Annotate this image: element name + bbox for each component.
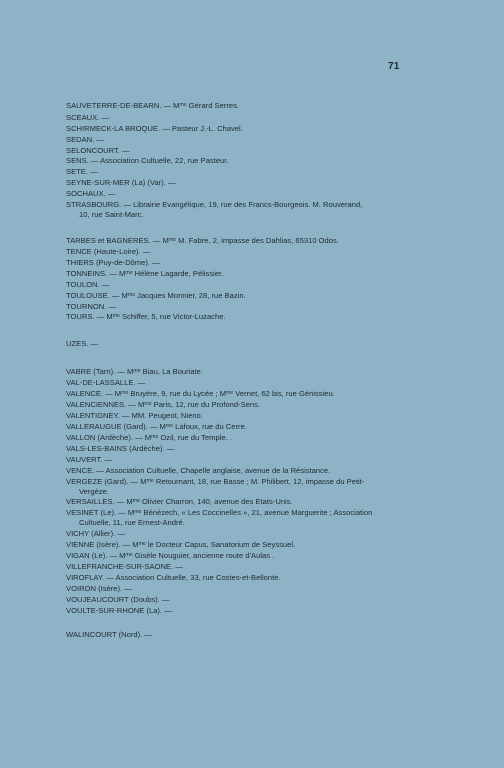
list-item: SEYNE-SUR-MER (La) (Var). — — [66, 178, 176, 187]
list-item: VAUVERT. — — [66, 455, 113, 464]
list-item: SELONCOURT. — — [66, 146, 130, 155]
list-item: THIERS (Puy-de-Dôme). — — [66, 258, 160, 267]
list-item: VALENCIENNES. — Mᵐᵉ Paris, 12, rue du Profond-Sens. — [66, 400, 260, 409]
list-item: SCHIRMECK-LA BROQUE. — Pasteur J.-L. Chavel. — [66, 124, 243, 133]
list-item: TOULON. — — [66, 280, 110, 289]
list-item: VICHY (Allier). — — [66, 529, 125, 538]
list-item: VALS-LES-BAINS (Ardèche). — — [66, 444, 175, 453]
list-item: SCEAUX. — — [66, 113, 110, 122]
list-item: VIGAN (Le). — Mᵐᵉ Gisèle Nouguier, ancienne route d'Aulas . — [66, 551, 275, 560]
list-item: VOULTE-SUR-RHONE (La). — — [66, 606, 172, 615]
list-item: VALENTIGNEY. — MM. Peugeot, Nieno. — [66, 411, 203, 420]
list-item: VOIRON (Isère). — — [66, 584, 132, 593]
list-item: TOURNON. — — [66, 302, 117, 311]
list-item: VALLERAUGUE (Gard). — Mᵐᵉ Lafoux, rue du Cerre. — [66, 422, 247, 431]
list-item: SEDAN. — — [66, 135, 104, 144]
list-item: VALENCE. — Mᵐᵉ Bruyère, 9, rue du Lycée ; Mᵐᵉ Vernet, 62 bis, rue Génissieu. — [66, 389, 335, 398]
list-item: VALLON (Ardèche). — Mᵐᵉ Ozil, rue du Temple. . — [66, 433, 232, 442]
list-item-continuation: Vergèze. — [79, 487, 109, 496]
list-item: STRASBOURG. — Librairie Evangélique, 19, rue des Francs-Bourgeois. M. Rouverand, — [66, 200, 363, 209]
list-item: VESINET (Le). — Mᵐᵉ Bénézech, « Les Coccinelles », 21, avenue Marguerite ; Association — [66, 508, 373, 517]
list-item: VIROFLAY. — Association Cultuelle, 33, rue Costes-et-Bellonte. — [66, 573, 281, 582]
list-item: VERGEZE (Gard). — Mᵐᵉ Retournant, 18, rue Basse ; M. Philibert, 12, impasse du Petit- — [66, 477, 365, 486]
list-item: VIENNE (Isère). — Mᵐᵉ le Docteur Capus, Sanatorium de Seyssuel. — [66, 540, 296, 549]
list-item: VERSAILLES. — Mᵐᵉ Olivier Charron, 140, avenue des Etats-Unis. — [66, 497, 293, 506]
list-item-continuation: Cultuelle, 11, rue Ernest-André. — [79, 518, 185, 527]
list-item: VAL-DE-LASSALLE. — — [66, 378, 146, 387]
page-number: 71 — [388, 61, 400, 72]
list-item: TOULOUSE. — Mᵐᵉ Jacques Monnier, 28, rue Bazin. — [66, 291, 246, 300]
list-item: SOCHAUX. — — [66, 189, 116, 198]
list-item: VENCE. — Association Cultuelle, Chapelle anglaise, avenue de la Résistance. — [66, 466, 331, 475]
list-item: TENCE (Haute-Loire). — — [66, 247, 151, 256]
list-item: UZES. — — [66, 339, 99, 348]
list-item: VABRE (Tarn). — Mᵐᵉ Biau, La Bouriate. — [66, 367, 204, 376]
list-item: WALINCOURT (Nord). — — [66, 630, 152, 639]
list-item: TARBES et BAGNERES. — Mᵐᵉ M. Fabre, 2, impasse des Dahlias, 65310 Odos. — [66, 236, 339, 245]
list-item: VOUJEAUCOURT (Doubs). — — [66, 595, 170, 604]
list-item: SAUVETERRE-DE-BEARN. — Mᵐᵉ Gérard Serres. — [66, 101, 239, 110]
list-item: SENS. — Association Cultuelle, 22, rue Pasteur. — [66, 156, 229, 165]
list-item-continuation: 10, rue Saint-Marc. — [79, 210, 144, 219]
list-item: SETE. — — [66, 167, 98, 176]
list-item: VILLEFRANCHE-SUR-SAONE. — — [66, 562, 183, 571]
list-item: TONNEINS. — Mᵐᵉ Hélène Lagarde, Pélissier. — [66, 269, 224, 278]
list-item: TOURS. — Mᵐᵉ Schiffer, 5, rue Victor-Luzache. — [66, 312, 226, 321]
